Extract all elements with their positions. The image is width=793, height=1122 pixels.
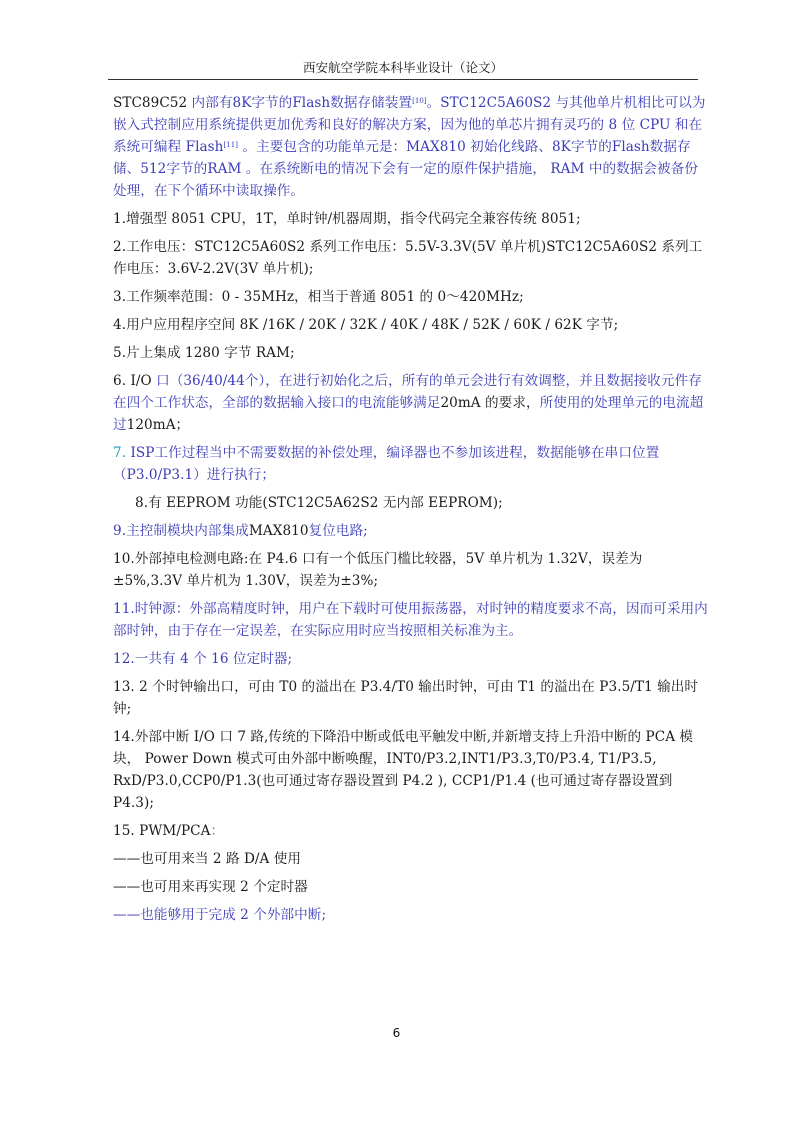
list-item-7: [113, 442, 709, 486]
intro-text-2: 。STC12C5A60S2 与其他单片机相比可以为嵌入式控制应用系统提供更加优秀和良好的解决方案，因为他的单芯片拥有灵巧的 8 位 CPU 和在系统可编程 Flash: [113, 95, 706, 155]
citation-10: [10]: [412, 97, 427, 105]
item-7-text: ISP工作过程当中不需要数据的补偿处理，编译器也不参加该进程，数据能够在串口位置（P3.0/P3.1）进行执行；: [113, 445, 660, 483]
document-body: [113, 92, 709, 926]
list-item-2: 2.工作电压：STC12C5A60S2 系列工作电压：5.5V-3.3V(5V 单片机)STC12C5A60S2 系列工作电压：3.6V-2.2V(3V 单片机);: [113, 239, 703, 277]
list-item-11: 11.时钟源：外部高精度时钟，用户在下载时可使用振荡器，对时钟的精度要求不高，因而可采用内部时钟，由于存在一定误差，在实际应用时应当按照相关标准为主。: [113, 601, 708, 639]
list-item-4: 4.用户应用程序空间 8K /16K / 20K / 32K / 40K / 48K / 52K / 60K / 62K 字节;: [113, 317, 619, 333]
list-item-5: 5.片上集成 1280 字节 RAM;: [113, 345, 295, 361]
dash-item-2: ——也可用来再实现 2 个定时器: [113, 879, 308, 895]
list-item-8: 8.有 EEPROM 功能(STC12C5A62S2 无内部 EEPROM);: [135, 495, 503, 511]
dash-item-3: ——也能够用于完成 2 个外部中断;: [113, 907, 327, 923]
header-title: 西安航空学院本科毕业设计（论文）: [302, 60, 503, 75]
citation-11: [11]: [223, 141, 239, 149]
page-header: [108, 58, 698, 80]
list-item-9: [113, 520, 709, 542]
dash-item-1: ——也可用来当 2 路 D/A 使用: [113, 851, 302, 867]
list-item-1: 1.增强型 8051 CPU，1T，单时钟/机器周期，指令代码完全兼容传统 8051;: [113, 211, 581, 227]
intro-text-3: 。主要包含的功能单元是：MAX810 初始化线路、8K字节的Flash数据存储、512字节的RAM 。在系统断电的情况下会有一定的原件保护措施，: [113, 139, 691, 177]
item-6-current-2: 120mA；: [126, 417, 190, 433]
item-6-prefix: 6. I/O: [113, 373, 157, 389]
item-9-text: 9.主控制模块内部集成: [113, 523, 249, 539]
intro-chip-name: STC89C52: [113, 95, 188, 111]
item-6-text-2: 所使用的处理单元的电流超过: [113, 395, 704, 433]
page-number: 6: [392, 1026, 401, 1040]
intro-text-4: RAM 中的数据会被备份处理，在下个循环中读取操作。: [113, 161, 698, 199]
item-6-text: 口（36/40/44个），在进行初始化之后，所有的单元会进行有效调整，并且数据接收元件存在四个工作状态，全部的数据输入接口的电流能够满足: [113, 373, 702, 411]
list-item-13: 13. 2 个时钟输出口，可由 T0 的溢出在 P3.4/T0 输出时钟，可由 T1 的溢出在 P3.5/T1 输出时钟;: [113, 679, 699, 717]
item-15-text: 15. PWM/PCA: [113, 823, 211, 839]
header-rule: [108, 79, 698, 80]
intro-text-1: 内部有8K字节的Flash数据存储装置: [187, 95, 413, 111]
list-item-12: 12.一共有 4 个 16 位定时器;: [113, 651, 293, 667]
item-7-number: 7.: [113, 445, 131, 461]
item-6-current: 20mA 的要求，: [440, 395, 540, 411]
list-item-14: 14.外部中断 I/O 口 7 路,传统的下降沿中断或低电平触发中断,并新增支持上升沿中断的 PCA 模块， Power Down 模式可由外部中断唤醒，INT0/P3.2,INT1/P3.3,T0/P3.4, T1/P3.5, RxD/P3.0,CCP0/P1.3(也可通过寄存器设置到 P4.2 ), CCP1/P1.4 (也可通过寄存器设置到 P4.3);: [113, 729, 694, 811]
list-item-3: 3.工作频率范围：0 - 35MHz，相当于普通 8051 的 0～420MHz;: [113, 289, 524, 305]
item-15-colon: ：: [210, 823, 225, 839]
intro-paragraph: [113, 92, 709, 202]
list-item-10: 10.外部掉电检测电路:在 P4.6 口有一个低压门槛比较器，5V 单片机为 1.32V，误差为±5%,3.3V 单片机为 1.30V，误差为±3%;: [113, 551, 643, 589]
list-item-15: [113, 820, 709, 842]
item-9-text-2: 复位电路;: [308, 523, 368, 539]
item-9-chip: MAX810: [248, 523, 309, 539]
list-item-6: [113, 370, 709, 436]
